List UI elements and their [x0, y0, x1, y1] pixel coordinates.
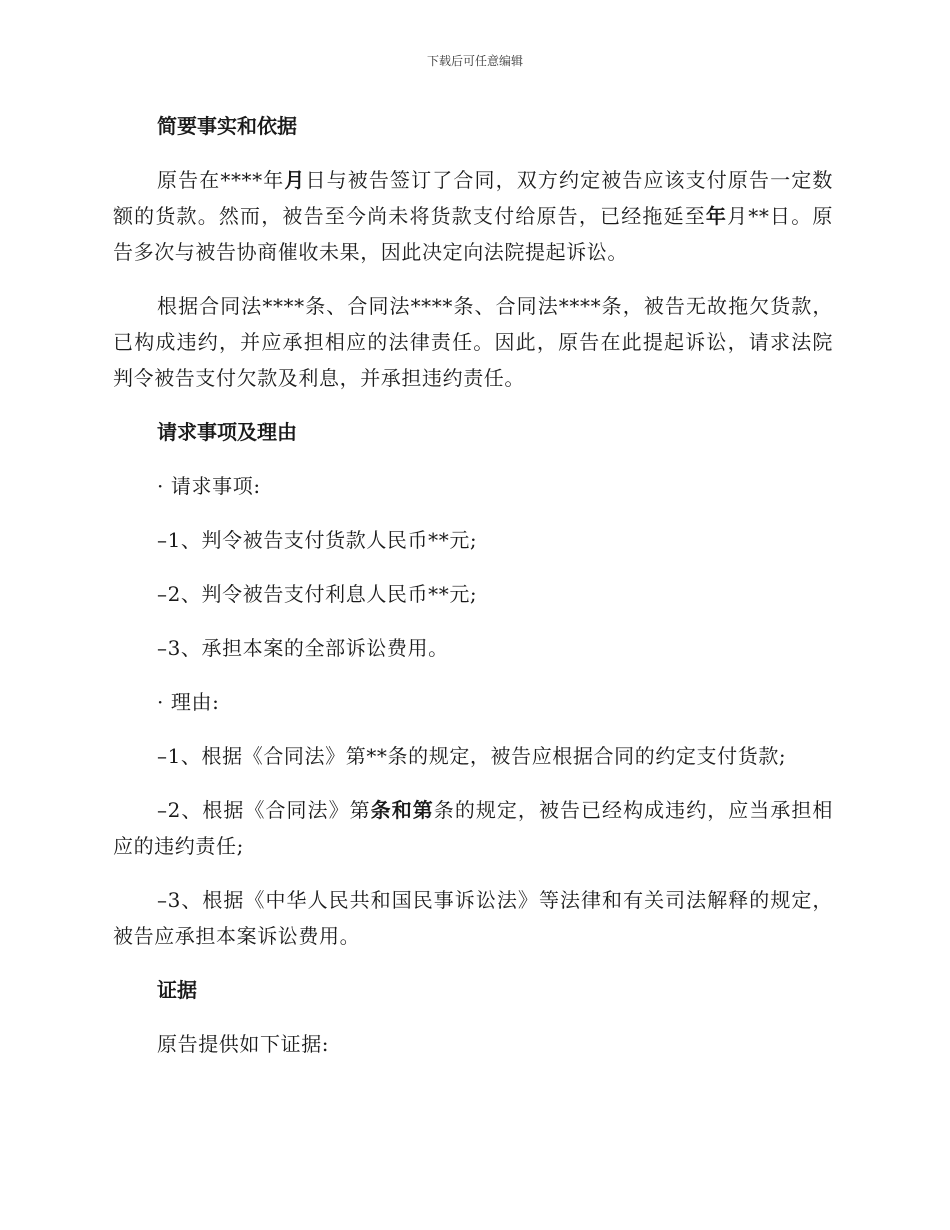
reason-item-1: –1、根据《合同法》第**条的规定，被告应根据合同的约定支付货款;	[157, 744, 787, 768]
section-heading-facts: 简要事实和依据	[157, 114, 297, 138]
section-heading-claims: 请求事项及理由	[157, 420, 297, 444]
section-heading-evidence: 证据	[157, 978, 197, 1002]
claims-label: · 请求事项:	[157, 474, 261, 498]
reason2-seg-1: 条和第	[370, 798, 434, 822]
reason2-seg-0: –2、根据《合同法》第	[157, 798, 371, 822]
evidence-intro: 原告提供如下证据:	[157, 1032, 330, 1056]
facts-p1-seg-2: 日与被告签订了合同，双方约定被告应该支付原告一定数额的货款。然而，被告至今尚未将货款支付给原告，已经拖延至	[113, 168, 833, 228]
reason-item-2	[113, 792, 833, 864]
reasons-label: · 理由:	[157, 690, 220, 714]
claim-item: –1、判令被告支付货款人民币**元;	[157, 528, 478, 552]
claim-item: –3、承担本案的全部诉讼费用。	[157, 636, 449, 660]
facts-p1-seg-1: 月	[284, 168, 306, 192]
facts-paragraph-2: 根据合同法****条、合同法****条、合同法****条，被告无故拖欠货款，已构成违约，并应承担相应的法律责任。因此，原告在此提起诉讼，请求法院判令被告支付欠款及利息，并承担违约责任。	[113, 294, 833, 390]
reason-item-3: –3、根据《中华人民共和国民事诉讼法》等法律和有关司法解释的规定，被告应承担本案诉讼费用。	[113, 888, 833, 948]
document-body	[113, 108, 833, 1080]
facts-paragraph-1	[113, 162, 833, 270]
facts-p1-seg-4: 月**日。原告多次与被告协商催收未果，因此决定向法院提起诉讼。	[113, 204, 833, 264]
claim-item: –2、判令被告支付利息人民币**元;	[157, 582, 478, 606]
page-header: 下载后可任意编辑	[426, 54, 523, 68]
facts-p1-seg-0: 原告在****年	[157, 168, 285, 192]
facts-p1-seg-3: 年	[705, 204, 728, 228]
reason2-seg-2: 条的规定，被告已经构成违约，应当承担相应的违约责任;	[113, 798, 833, 858]
